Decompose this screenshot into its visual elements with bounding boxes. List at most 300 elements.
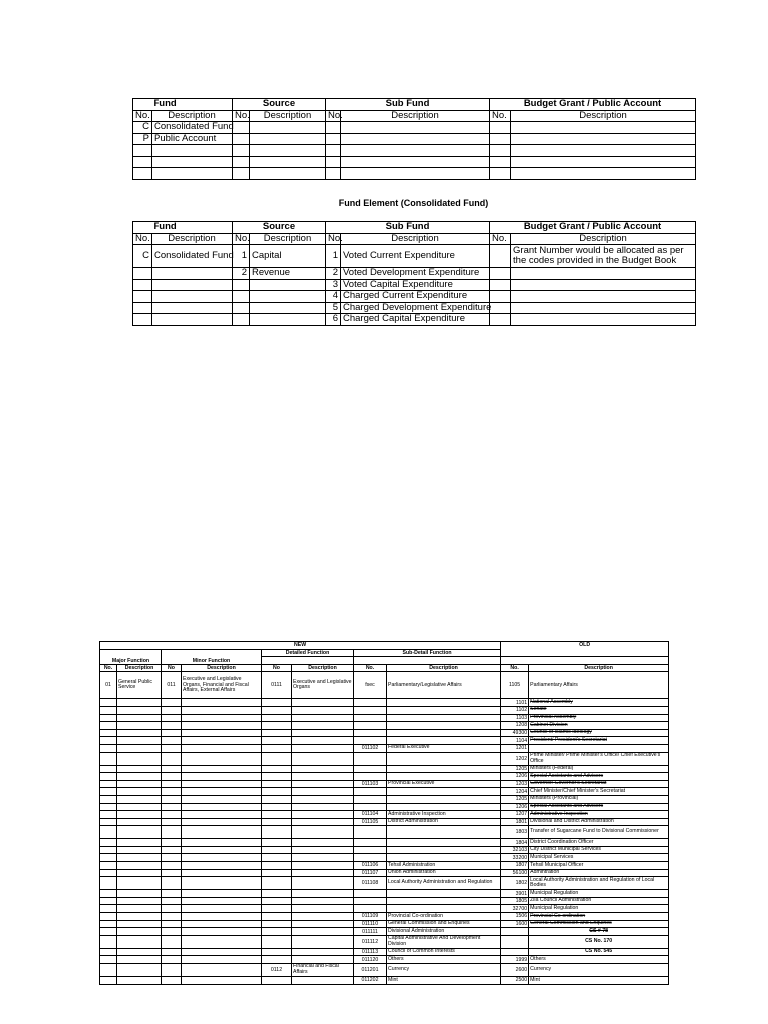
major-no: [100, 877, 117, 890]
sub-fund-no: 6: [326, 314, 341, 326]
sub-detail-desc: [387, 905, 501, 913]
col-description: Description: [152, 233, 233, 245]
col-no: No.: [354, 664, 387, 672]
major-no: [100, 890, 117, 898]
major-desc: [117, 737, 162, 745]
sub-detail-desc: District Administration: [387, 818, 501, 826]
minor-desc: [182, 928, 262, 936]
minor-no: [162, 752, 182, 765]
sub-detail-desc: [387, 737, 501, 745]
detailed-no: [262, 920, 292, 928]
major-desc: [117, 714, 162, 722]
table-row: [133, 279, 696, 291]
minor-no: [162, 744, 182, 752]
minor-desc: [182, 803, 262, 811]
major-desc: [117, 935, 162, 948]
minor-desc: [182, 773, 262, 781]
old-desc: Provincial Assembly: [529, 714, 669, 722]
detailed-desc: [292, 977, 354, 985]
source-desc: Capital: [250, 245, 326, 268]
sub-fund-desc: Voted Capital Expenditure: [341, 279, 490, 291]
detailed-desc: [292, 795, 354, 803]
old-no: 1205: [501, 765, 529, 773]
sub-detail-no: [354, 839, 387, 847]
minor-desc: Executive and Legislative Organs, Financial and Fiscal Affairs, External Affairs: [182, 672, 262, 699]
old-no: 1206: [501, 803, 529, 811]
major-no: [100, 773, 117, 781]
minor-desc: [182, 948, 262, 956]
table-row: [100, 869, 669, 877]
old-no: 1208: [501, 722, 529, 730]
minor-desc: [182, 826, 262, 839]
sub-detail-no: [354, 803, 387, 811]
sub-fund-desc: Charged Development Expenditure: [341, 302, 490, 314]
old-desc: CS No. 545: [529, 948, 669, 956]
sub-detail-no: 011107: [354, 869, 387, 877]
old-desc: Ministers (Provincial): [529, 795, 669, 803]
detailed-no: 0111: [262, 672, 292, 699]
detailed-desc: [292, 913, 354, 921]
sub-detail-desc: [387, 788, 501, 796]
major-no: [100, 788, 117, 796]
table-row: [100, 722, 669, 730]
col-no: No.: [100, 664, 117, 672]
old-desc: General Commission and Enquiries: [529, 920, 669, 928]
table-row: [100, 920, 669, 928]
fund-header: Fund: [152, 99, 233, 111]
minor-no: [162, 928, 182, 936]
detailed-no: [262, 795, 292, 803]
major-desc: [117, 699, 162, 707]
sub-detail-no: 011112: [354, 935, 387, 948]
table-row: [100, 744, 669, 752]
major-desc: [117, 780, 162, 788]
detailed-desc: [292, 890, 354, 898]
major-no: [100, 722, 117, 730]
table-row: [100, 964, 669, 977]
col-description: Description: [529, 664, 669, 672]
detailed-no: [262, 846, 292, 854]
detailed-no: [262, 803, 292, 811]
detailed-desc: [292, 905, 354, 913]
table-row: [133, 168, 696, 180]
sub-detail-no: 011105: [354, 818, 387, 826]
sub-detail-desc: Provincial Executive: [387, 780, 501, 788]
minor-no: [162, 948, 182, 956]
detailed-no: [262, 699, 292, 707]
detailed-desc: [292, 877, 354, 890]
detailed-no: [262, 826, 292, 839]
major-desc: [117, 773, 162, 781]
sub-detail-no: [354, 905, 387, 913]
detailed-no: [262, 788, 292, 796]
sub-detail-desc: [387, 752, 501, 765]
detailed-desc: [292, 818, 354, 826]
table-row: [133, 314, 696, 326]
sub-detail-function-header: Sub-Detail Function: [354, 649, 501, 657]
table-row: [100, 765, 669, 773]
detailed-no: [262, 977, 292, 985]
major-no: [100, 846, 117, 854]
sub-detail-no: [354, 737, 387, 745]
old-label: OLD: [501, 642, 669, 657]
col-no: No: [262, 664, 292, 672]
major-no: [100, 811, 117, 819]
old-no: 1805: [501, 897, 529, 905]
table-row: [100, 905, 669, 913]
sub-fund-desc: Charged Current Expenditure: [341, 291, 490, 303]
sub-fund-header: Sub Fund: [326, 99, 490, 111]
col-no: No.: [501, 664, 529, 672]
table-row: [100, 795, 669, 803]
major-desc: [117, 854, 162, 862]
table-row: [133, 133, 696, 145]
col-no: No.: [490, 110, 511, 122]
old-desc: City District Municipal Services: [529, 846, 669, 854]
col-description: Description: [511, 233, 696, 245]
table-row: [100, 729, 669, 737]
sub-fund-no: 3: [326, 279, 341, 291]
table-row: [100, 803, 669, 811]
sub-detail-no: 011202: [354, 977, 387, 985]
minor-no: [162, 706, 182, 714]
major-desc: [117, 795, 162, 803]
detailed-desc: [292, 729, 354, 737]
detailed-desc: [292, 846, 354, 854]
fund-desc: Consolidated Fund: [152, 122, 233, 134]
table-row: [133, 156, 696, 168]
minor-desc: [182, 877, 262, 890]
table-row: [100, 752, 669, 765]
sub-detail-desc: Capital Administrative And Development Division: [387, 935, 501, 948]
minor-desc: [182, 737, 262, 745]
old-no: 1206: [501, 773, 529, 781]
major-no: [100, 854, 117, 862]
table-row: [100, 780, 669, 788]
minor-desc: [182, 846, 262, 854]
table-row: [100, 706, 669, 714]
major-no: [100, 729, 117, 737]
major-no: [100, 956, 117, 964]
sub-detail-no: [354, 897, 387, 905]
old-desc: Zila Council Administration: [529, 897, 669, 905]
minor-desc: [182, 788, 262, 796]
table-row: [100, 714, 669, 722]
sub-detail-desc: Parliamentary/Legislative Affairs: [387, 672, 501, 699]
detailed-no: [262, 956, 292, 964]
detailed-desc: [292, 714, 354, 722]
old-desc: Divisional and District Administration: [529, 818, 669, 826]
sub-detail-desc: Mint: [387, 977, 501, 985]
sub-detail-desc: Administrative Inspection: [387, 811, 501, 819]
sub-detail-desc: Local Authority Administration and Regulation: [387, 877, 501, 890]
table-row: [100, 826, 669, 839]
source-desc: Revenue: [250, 268, 326, 280]
minor-no: [162, 818, 182, 826]
old-desc: Local Authority Administration and Regulation of Local Bodies: [529, 877, 669, 890]
detailed-desc: [292, 897, 354, 905]
minor-no: [162, 811, 182, 819]
old-desc: Municipal Services: [529, 854, 669, 862]
fund-no: C: [133, 245, 152, 268]
table-row: [133, 302, 696, 314]
sub-detail-no: [354, 752, 387, 765]
minor-desc: [182, 780, 262, 788]
major-desc: [117, 890, 162, 898]
col-description: Description: [250, 233, 326, 245]
minor-no: [162, 839, 182, 847]
table-row: [100, 928, 669, 936]
table-row: [100, 773, 669, 781]
sub-detail-desc: [387, 729, 501, 737]
old-no: 1804: [501, 839, 529, 847]
table-row: [133, 291, 696, 303]
detailed-no: [262, 773, 292, 781]
sub-detail-no: 011109: [354, 913, 387, 921]
sub-fund-no: 5: [326, 302, 341, 314]
detailed-no: [262, 737, 292, 745]
old-no: 1205: [501, 795, 529, 803]
major-no: [100, 964, 117, 977]
major-no: [100, 737, 117, 745]
detailed-no: [262, 722, 292, 730]
old-no: 1802: [501, 877, 529, 890]
detailed-no: [262, 877, 292, 890]
major-desc: [117, 722, 162, 730]
table-row: [100, 977, 669, 985]
minor-no: [162, 964, 182, 977]
minor-desc: [182, 714, 262, 722]
detailed-no: [262, 862, 292, 870]
major-no: 01: [100, 672, 117, 699]
detailed-desc: [292, 803, 354, 811]
detailed-no: [262, 752, 292, 765]
table-row: [100, 948, 669, 956]
major-desc: [117, 803, 162, 811]
minor-no: [162, 765, 182, 773]
minor-desc: [182, 869, 262, 877]
major-desc: [117, 744, 162, 752]
detailed-no: [262, 729, 292, 737]
minor-desc: [182, 905, 262, 913]
major-no: [100, 752, 117, 765]
major-desc: [117, 956, 162, 964]
old-no: 1204: [501, 788, 529, 796]
sub-detail-no: 011110: [354, 920, 387, 928]
sub-detail-no: [354, 788, 387, 796]
old-no: 56100: [501, 869, 529, 877]
minor-function-header: Minor Function: [162, 649, 262, 664]
table-row: [100, 956, 669, 964]
budget-header: Budget Grant / Public Account: [490, 222, 696, 234]
col-description: Description: [152, 110, 233, 122]
minor-no: [162, 869, 182, 877]
minor-no: [162, 846, 182, 854]
old-desc: Others: [529, 956, 669, 964]
major-desc: [117, 877, 162, 890]
major-no: [100, 977, 117, 985]
minor-desc: [182, 913, 262, 921]
old-desc: Cabinet Division: [529, 722, 669, 730]
sub-detail-no: [354, 722, 387, 730]
col-no: No.: [326, 110, 341, 122]
old-desc: National Assembly: [529, 699, 669, 707]
sub-detail-no: fsec: [354, 672, 387, 699]
fund-table: [132, 98, 696, 180]
detailed-desc: [292, 862, 354, 870]
col-description: Description: [182, 664, 262, 672]
major-desc: [117, 920, 162, 928]
detailed-no: [262, 744, 292, 752]
old-no: 1506: [501, 913, 529, 921]
table-row: [100, 699, 669, 707]
old-desc: Admintration: [529, 869, 669, 877]
minor-no: [162, 729, 182, 737]
detailed-desc: [292, 788, 354, 796]
sub-detail-desc: [387, 706, 501, 714]
sub-detail-desc: [387, 890, 501, 898]
fund-no: P: [133, 133, 152, 145]
old-desc: CS No. 170: [529, 935, 669, 948]
detailed-no: [262, 890, 292, 898]
sub-fund-header: Sub Fund: [326, 222, 490, 234]
source-header: Source: [233, 222, 326, 234]
major-no: [100, 869, 117, 877]
major-desc: General Public Service: [117, 672, 162, 699]
detailed-no: [262, 928, 292, 936]
col-no: No.: [233, 233, 250, 245]
fund-desc: Public Account: [152, 133, 233, 145]
table-row: [100, 811, 669, 819]
detailed-no: [262, 869, 292, 877]
sub-detail-desc: Council of Common Interests: [387, 948, 501, 956]
sub-detail-desc: Union Administration: [387, 869, 501, 877]
sub-fund-desc: Voted Current Expenditure: [341, 245, 490, 268]
sub-detail-no: 011120: [354, 956, 387, 964]
detailed-desc: [292, 737, 354, 745]
fund-desc: Consolidated Fund: [152, 245, 233, 268]
budget-note: Grant Number would be allocated as per the codes provided in the Budget Book: [511, 245, 696, 268]
sub-detail-desc: Tehsil Administration: [387, 862, 501, 870]
sub-detail-desc: [387, 846, 501, 854]
major-desc: [117, 977, 162, 985]
sub-detail-desc: Divisional Administration: [387, 928, 501, 936]
col-description: Description: [387, 664, 501, 672]
function-table: [99, 641, 669, 985]
old-desc: President/ President's Secretariat: [529, 737, 669, 745]
sub-fund-no: 2: [326, 268, 341, 280]
minor-desc: [182, 897, 262, 905]
minor-desc: [182, 890, 262, 898]
old-no: 1102: [501, 706, 529, 714]
minor-no: [162, 920, 182, 928]
old-no: 1803: [501, 826, 529, 839]
sub-detail-no: 011201: [354, 964, 387, 977]
minor-no: [162, 714, 182, 722]
detailed-desc: [292, 765, 354, 773]
detailed-no: [262, 913, 292, 921]
old-no: 1203: [501, 780, 529, 788]
minor-no: [162, 862, 182, 870]
detailed-desc: [292, 920, 354, 928]
old-desc: Municipal Regulation: [529, 905, 669, 913]
minor-desc: [182, 729, 262, 737]
table-row: [133, 122, 696, 134]
sub-detail-desc: [387, 897, 501, 905]
col-no: No.: [133, 233, 152, 245]
detailed-function-header: Detailed Function: [262, 649, 354, 657]
old-no: 3901: [501, 890, 529, 898]
old-desc: CS # 78: [529, 928, 669, 936]
minor-desc: [182, 744, 262, 752]
old-desc: Mint: [529, 977, 669, 985]
minor-desc: [182, 862, 262, 870]
old-no: [501, 928, 529, 936]
major-no: [100, 706, 117, 714]
sub-detail-no: [354, 765, 387, 773]
sub-fund-desc: Voted Development Expenditure: [341, 268, 490, 280]
minor-desc: [182, 956, 262, 964]
major-desc: [117, 913, 162, 921]
sub-detail-no: 011111: [354, 928, 387, 936]
detailed-desc: [292, 935, 354, 948]
old-desc: Parliamentary Affairs: [529, 672, 669, 699]
major-desc: [117, 839, 162, 847]
minor-desc: [182, 706, 262, 714]
col-description: Description: [341, 110, 490, 122]
source-no: 1: [233, 245, 250, 268]
minor-no: [162, 854, 182, 862]
old-no: 1207: [501, 811, 529, 819]
sub-detail-desc: Federal Executive: [387, 744, 501, 752]
table-row: [100, 737, 669, 745]
old-no: 1103: [501, 714, 529, 722]
sub-detail-no: 011108: [354, 877, 387, 890]
new-label: NEW: [100, 642, 501, 650]
major-desc: [117, 862, 162, 870]
old-no: 2500: [501, 977, 529, 985]
major-no: [100, 897, 117, 905]
old-no: 1600: [501, 920, 529, 928]
detailed-desc: [292, 780, 354, 788]
fund-element-title: Fund Element (Consolidated Fund): [338, 198, 489, 208]
minor-desc: [182, 839, 262, 847]
major-no: [100, 818, 117, 826]
sub-detail-desc: [387, 803, 501, 811]
old-desc: Transfer of Sugarcane Fund to Divisional Commissioner: [529, 826, 669, 839]
detailed-desc: [292, 928, 354, 936]
sub-detail-no: [354, 714, 387, 722]
sub-detail-desc: [387, 773, 501, 781]
minor-no: [162, 795, 182, 803]
table-row: [100, 862, 669, 870]
major-no: [100, 765, 117, 773]
major-no: [100, 862, 117, 870]
detailed-desc: Financial and Fiscal Affairs: [292, 964, 354, 977]
detailed-desc: [292, 956, 354, 964]
sub-detail-no: 011102: [354, 744, 387, 752]
detailed-desc: [292, 706, 354, 714]
major-no: [100, 839, 117, 847]
table-row: [100, 788, 669, 796]
detailed-desc: [292, 752, 354, 765]
table-row: [133, 145, 696, 157]
table-row: [100, 913, 669, 921]
old-no: 1801: [501, 818, 529, 826]
col-description: Description: [117, 664, 162, 672]
old-desc: Municipal Regulation: [529, 890, 669, 898]
old-no: 1202: [501, 752, 529, 765]
